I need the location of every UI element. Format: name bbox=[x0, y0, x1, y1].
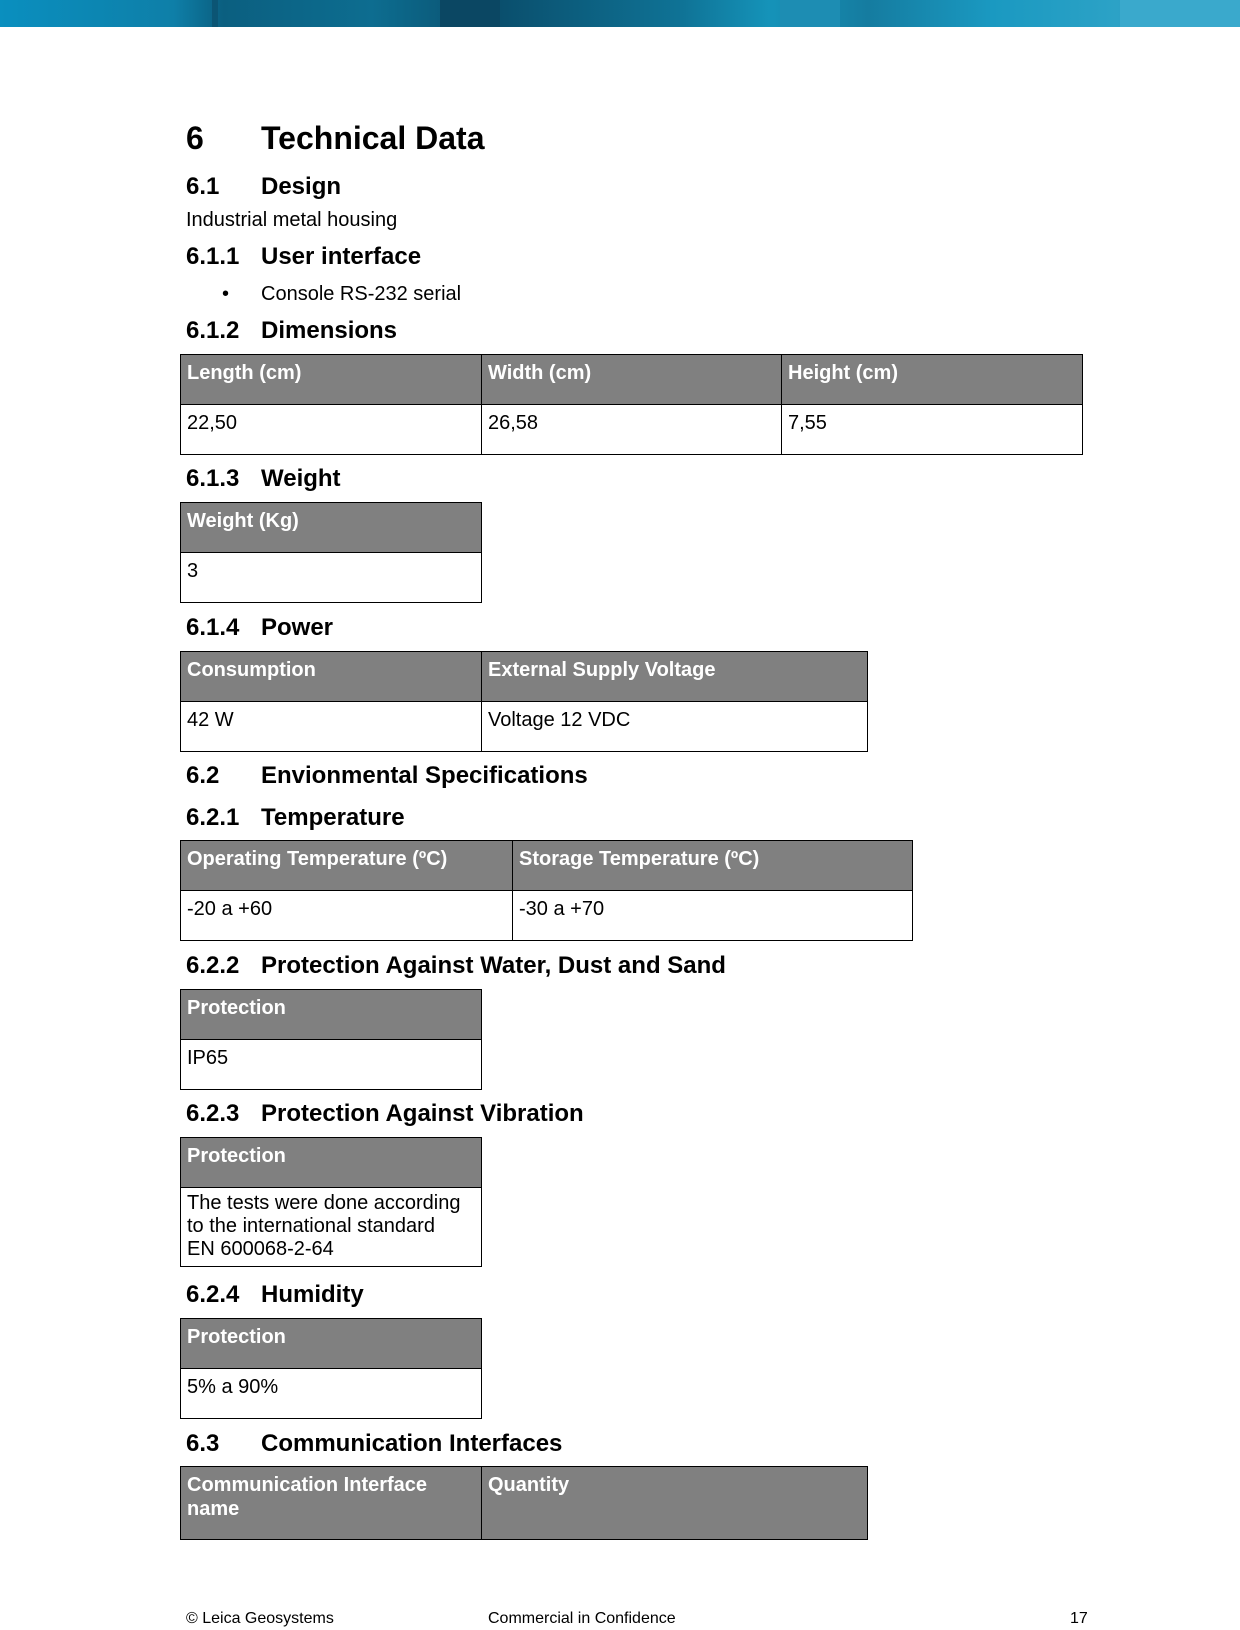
temperature-table bbox=[180, 840, 913, 941]
design-text: Industrial metal housing bbox=[186, 209, 398, 231]
power-table bbox=[180, 651, 868, 752]
section-heading-communication: 6.3 Communication Interfaces bbox=[186, 1430, 563, 1457]
footer-page-number: 17 bbox=[1070, 1610, 1088, 1627]
table-cell: 42 W bbox=[181, 702, 482, 752]
banner-decoration bbox=[780, 0, 840, 27]
table-cell bbox=[181, 1188, 482, 1267]
bullet-item: • Console RS-232 serial bbox=[222, 283, 462, 305]
footer-copyright: © Leica Geosystems bbox=[186, 1610, 334, 1627]
section-heading-dimensions: 6.1.2 Dimensions bbox=[186, 317, 398, 344]
header-banner bbox=[0, 0, 1240, 27]
humidity-table bbox=[180, 1318, 482, 1419]
cell-line: EN 600068-2-64 bbox=[187, 1238, 334, 1260]
cell-line: Quantity bbox=[488, 1474, 570, 1496]
cell-line: Communication Interface bbox=[187, 1474, 428, 1496]
section-heading-water-dust: 6.2.2 Protection Against Water, Dust and Sand bbox=[186, 952, 726, 979]
cell-line: The tests were done according bbox=[187, 1192, 461, 1214]
table-header-cell: Protection bbox=[181, 1138, 482, 1188]
table-cell: 22,50 bbox=[181, 405, 482, 455]
chapter-heading: 6 Technical Data bbox=[186, 120, 485, 156]
table-header-cell bbox=[181, 1467, 482, 1540]
table-cell: 26,58 bbox=[482, 405, 782, 455]
table-header-cell: Operating Temperature (ºC) bbox=[181, 841, 513, 891]
footer-classification: Commercial in Confidence bbox=[488, 1610, 676, 1627]
table-header-cell: External Supply Voltage bbox=[482, 652, 868, 702]
table-cell: -20 a +60 bbox=[181, 891, 513, 941]
banner-decoration bbox=[1120, 0, 1240, 27]
table-header-cell: Weight (Kg) bbox=[181, 503, 482, 553]
section-heading-power: 6.1.4 Power bbox=[186, 614, 334, 641]
section-heading-design: 6.1 Design bbox=[186, 173, 342, 200]
table-header-cell: Length (cm) bbox=[181, 355, 482, 405]
table-cell: Voltage 12 VDC bbox=[482, 702, 868, 752]
table-header-cell: Protection bbox=[181, 990, 482, 1040]
table-cell: 5% a 90% bbox=[181, 1369, 482, 1419]
table-header-cell: Protection bbox=[181, 1319, 482, 1369]
table-cell: 7,55 bbox=[782, 405, 1083, 455]
table-header-cell: Width (cm) bbox=[482, 355, 782, 405]
vibration-table bbox=[180, 1137, 482, 1267]
banner-decoration bbox=[440, 0, 500, 27]
weight-table bbox=[180, 502, 482, 603]
table-header-cell: Height (cm) bbox=[782, 355, 1083, 405]
water-dust-table bbox=[180, 989, 482, 1090]
table-header-cell: Storage Temperature (ºC) bbox=[513, 841, 913, 891]
communication-table bbox=[180, 1466, 868, 1540]
table-cell: IP65 bbox=[181, 1040, 482, 1090]
table-header-cell: Consumption bbox=[181, 652, 482, 702]
table-cell: 3 bbox=[181, 553, 482, 603]
section-heading-humidity: 6.2.4 Humidity bbox=[186, 1281, 364, 1308]
section-heading-user-interface: 6.1.1 User interface bbox=[186, 243, 422, 270]
table-header-cell bbox=[482, 1467, 868, 1540]
dimensions-table bbox=[180, 354, 1083, 455]
section-heading-temperature: 6.2.1 Temperature bbox=[186, 804, 405, 831]
section-heading-vibration: 6.2.3 Protection Against Vibration bbox=[186, 1100, 584, 1127]
section-heading-weight: 6.1.3 Weight bbox=[186, 465, 341, 492]
table-cell: -30 a +70 bbox=[513, 891, 913, 941]
cell-line: name bbox=[187, 1498, 240, 1520]
banner-decoration bbox=[212, 0, 218, 27]
section-heading-environmental: 6.2 Envionmental Specifications bbox=[186, 762, 588, 789]
cell-line: to the international standard bbox=[187, 1215, 435, 1237]
